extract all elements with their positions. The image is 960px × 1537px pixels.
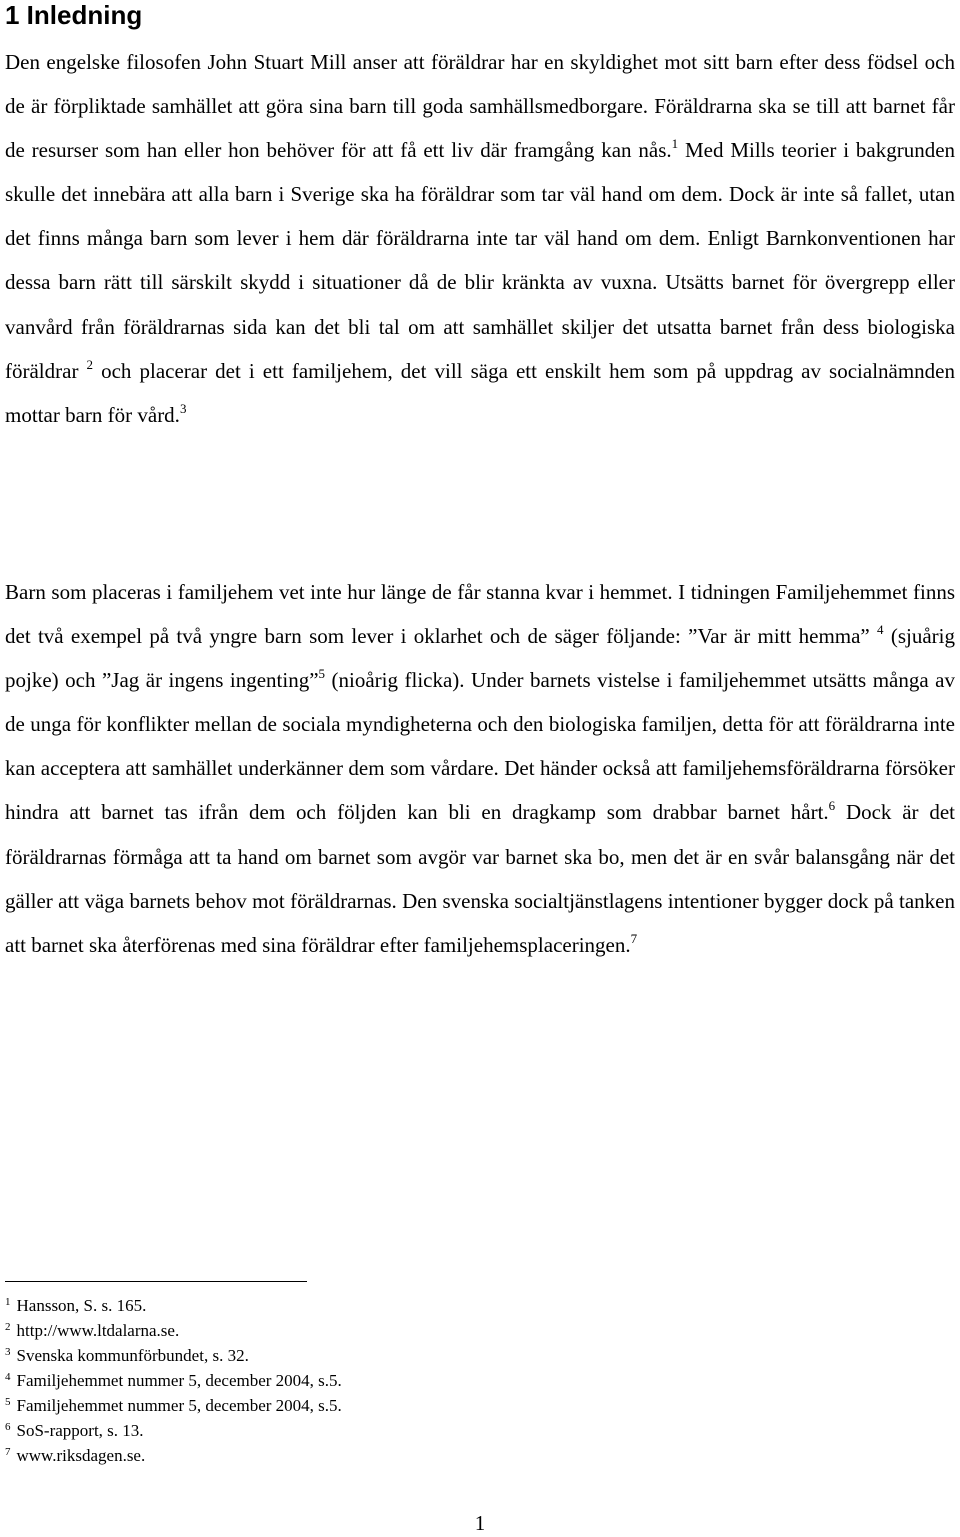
footnote-item <box>5 1418 342 1443</box>
footnote-list <box>5 1293 342 1468</box>
page-number: 1 <box>474 1511 486 1535</box>
paragraph-intro <box>5 40 955 437</box>
footnote-item <box>5 1293 342 1318</box>
footnote-number: 4 <box>5 1371 11 1383</box>
footnote-reference: 7 <box>630 930 638 946</box>
footnote-item <box>5 1368 342 1393</box>
footnote-reference: 1 <box>671 136 679 152</box>
footnote-number: 3 <box>5 1346 11 1358</box>
paragraph-text: Med Mills teorier i bakgrunden skulle det innebära att alla barn i Sverige ska ha föräldrar som tar väl hand om dem. Dock är inte så fallet, utan det finns många barn som lever i hem där föräldrarna inte tar väl hand om dem. Enligt Barnkonventionen har dessa barn rätt till särskilt skydd i situationer då de blir kränkta av vuxna. Utsätts barnet för övergrepp eller vanvård från föräldrarnas sida kan det bli tal om att samhället skiljer det utsatta barnet från dess biologiska föräldrar <box>5 138 956 383</box>
footnote-reference: 4 <box>877 622 884 638</box>
footnote-number: 5 <box>5 1396 11 1408</box>
footnote-item <box>5 1343 342 1368</box>
footnote-text: Svenska kommunförbundet, s. 32. <box>16 1346 249 1365</box>
paragraph-text: Den engelske filosofen John Stuart Mill anser att föräldrar har en skyldighet mot sitt barn efter dess födsel och de är förpliktade samhället att göra sina barn till goda samhällsmedborgare. Föräldrarna ska se till att barnet får de resurser som han eller hon behöver för att få ett liv där framgång kan nås. <box>5 50 955 163</box>
footnote-reference: 3 <box>179 400 187 416</box>
paragraph-text: Barn som placeras i familjehem vet inte hur länge de får stanna kvar i hemmet. I tidningen Familjehemmet finns det två exempel på två yngre barn som lever i oklarhet och de säger följande: ”Var är mitt hemma” <box>5 580 955 649</box>
paragraph-foster-care <box>5 570 955 967</box>
footnote-item <box>5 1393 342 1418</box>
paragraph-text: (sjuårig pojke) och ”Jag är ingens ingenting” <box>5 624 955 693</box>
footnote-item <box>5 1318 342 1343</box>
footnote-reference: 2 <box>86 356 94 372</box>
footnote-reference: 6 <box>828 798 836 814</box>
footnote-number: 1 <box>5 1296 11 1308</box>
footnote-number: 6 <box>5 1421 11 1433</box>
footnote-number: 2 <box>5 1321 11 1333</box>
section-heading: 1 Inledning <box>5 0 143 30</box>
footnote-text: Hansson, S. s. 165. <box>16 1296 147 1315</box>
footnote-text: http://www.ltdalarna.se. <box>16 1321 180 1340</box>
footnote-separator <box>5 1281 307 1282</box>
footnote-text: www.riksdagen.se. <box>16 1446 146 1465</box>
footnote-item <box>5 1443 342 1468</box>
footnote-reference: 5 <box>318 666 326 682</box>
paragraph-text: (nioårig flicka). Under barnets vistelse i familjehemmet utsätts många av de unga för konflikter mellan de sociala myndigheterna och den biologiska familjen, detta för att föräldrarna inte kan acceptera att samhället underkänner dem som vårdare. Det händer också att familjehemsföräldrarna försöker hindra att barnet tas ifrån dem och följden kan bli en dragkamp som drabbar barnet hårt. <box>5 668 955 825</box>
footnote-text: SoS-rapport, s. 13. <box>16 1421 144 1440</box>
paragraph-text: och placerar det i ett familjehem, det vill säga ett enskilt hem som på uppdrag av socialnämnden mottar barn för vård. <box>5 358 956 427</box>
footnote-number: 7 <box>5 1446 11 1458</box>
footnote-text: Familjehemmet nummer 5, december 2004, s.5. <box>16 1371 342 1390</box>
footnote-text: Familjehemmet nummer 5, december 2004, s.5. <box>16 1396 342 1415</box>
paragraph-text: Dock är det föräldrarnas förmåga att ta hand om barnet som avgör var barnet ska bo, men det är en svår balansgång när det gäller att väga barnets behov mot föräldrarnas. Den svenska socialtjänstlagens intentioner bygger dock på tanken att barnet ska återförenas med sina föräldrar efter familjehemsplaceringen. <box>5 800 955 957</box>
